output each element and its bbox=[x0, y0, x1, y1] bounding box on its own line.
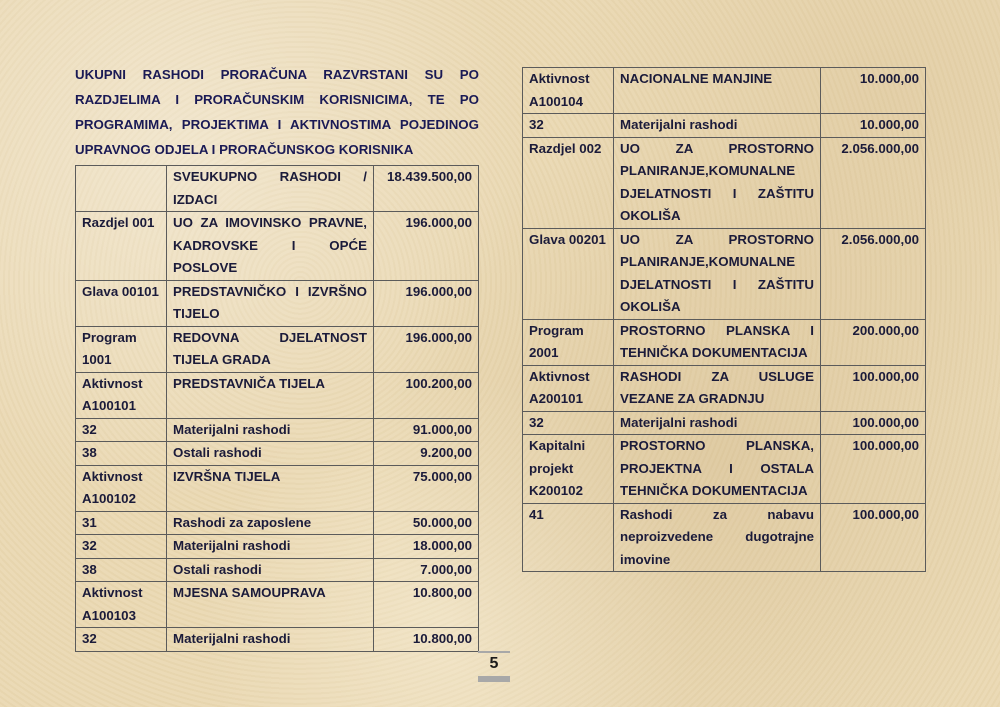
description-cell: IZVRŠNA TIJELA bbox=[167, 465, 374, 511]
code-cell: 32 bbox=[76, 418, 167, 442]
table-row bbox=[76, 326, 479, 372]
code-cell: Aktivnost A200101 bbox=[523, 365, 614, 411]
amount-cell: 10.000,00 bbox=[821, 68, 926, 114]
description-cell: UO ZA PROSTORNO PLANIRANJE,KOMUNALNE DJELATNOSTI I ZAŠTITU OKOLIŠA bbox=[614, 228, 821, 319]
code-cell: Program 2001 bbox=[523, 319, 614, 365]
amount-cell: 75.000,00 bbox=[374, 465, 479, 511]
amount-cell: 100.200,00 bbox=[374, 372, 479, 418]
description-cell: Ostali rashodi bbox=[167, 558, 374, 582]
code-cell: 32 bbox=[523, 114, 614, 138]
code-cell: Program 1001 bbox=[76, 326, 167, 372]
code-cell: Razdjel 002 bbox=[523, 137, 614, 228]
description-cell: MJESNA SAMOUPRAVA bbox=[167, 582, 374, 628]
table-row bbox=[76, 212, 479, 281]
code-cell: 31 bbox=[76, 511, 167, 535]
amount-cell: 100.000,00 bbox=[821, 435, 926, 504]
table-row bbox=[76, 418, 479, 442]
table-row bbox=[523, 137, 926, 228]
code-cell: Aktivnost A100103 bbox=[76, 582, 167, 628]
amount-cell: 10.800,00 bbox=[374, 582, 479, 628]
table-row bbox=[76, 166, 479, 212]
table-row bbox=[76, 628, 479, 652]
table-row bbox=[76, 582, 479, 628]
amount-cell: 10.800,00 bbox=[374, 628, 479, 652]
table-row bbox=[523, 435, 926, 504]
code-cell: Aktivnost A100102 bbox=[76, 465, 167, 511]
table-row bbox=[523, 114, 926, 138]
table-row bbox=[76, 372, 479, 418]
table-row bbox=[76, 280, 479, 326]
description-cell: PROSTORNO PLANSKA I TEHNIČKA DOKUMENTACIJA bbox=[614, 319, 821, 365]
amount-cell: 2.056.000,00 bbox=[821, 228, 926, 319]
table-row bbox=[76, 558, 479, 582]
code-cell bbox=[76, 166, 167, 212]
code-cell: Glava 00101 bbox=[76, 280, 167, 326]
description-cell: Materijalni rashodi bbox=[614, 411, 821, 435]
table-row bbox=[523, 365, 926, 411]
table-row bbox=[76, 511, 479, 535]
description-cell: Ostali rashodi bbox=[167, 442, 374, 466]
amount-cell: 91.000,00 bbox=[374, 418, 479, 442]
amount-cell: 18.439.500,00 bbox=[374, 166, 479, 212]
description-cell: NACIONALNE MANJINE bbox=[614, 68, 821, 114]
table-row bbox=[523, 319, 926, 365]
page-number bbox=[478, 651, 510, 682]
description-cell: Materijalni rashodi bbox=[167, 628, 374, 652]
description-cell: SVEUKUPNO RASHODI / IZDACI bbox=[167, 166, 374, 212]
description-cell: PROSTORNO PLANSKA, PROJEKTNA I OSTALA TEHNIČKA DOKUMENTACIJA bbox=[614, 435, 821, 504]
page-number-rule-bottom bbox=[478, 676, 510, 682]
amount-cell: 2.056.000,00 bbox=[821, 137, 926, 228]
amount-cell: 100.000,00 bbox=[821, 365, 926, 411]
description-cell: Rashodi za nabavu neproizvedene dugotrajne imovine bbox=[614, 503, 821, 572]
table-row bbox=[76, 465, 479, 511]
code-cell: 38 bbox=[76, 442, 167, 466]
amount-cell: 100.000,00 bbox=[821, 411, 926, 435]
table-row bbox=[76, 535, 479, 559]
table-row bbox=[523, 68, 926, 114]
page-number-rule-top bbox=[478, 651, 510, 653]
description-cell: UO ZA PROSTORNO PLANIRANJE,KOMUNALNE DJELATNOSTI I ZAŠTITU OKOLIŠA bbox=[614, 137, 821, 228]
page-heading: UKUPNI RASHODI PRORAČUNA RAZVRSTANI SU PO RAZDJELIMA I PRORAČUNSKIM KORISNICIMA, TE PO PROGRAMIMA, PROJEKTIMA I AKTIVNOSTIMA POJEDINOG UPRAVNOG ODJELA I PRORAČUNSKOG KORISNIKA bbox=[75, 67, 479, 157]
page-number-label: 5 bbox=[489, 655, 499, 672]
amount-cell: 50.000,00 bbox=[374, 511, 479, 535]
code-cell: 32 bbox=[76, 535, 167, 559]
budget-table-right bbox=[522, 67, 926, 572]
description-cell: UO ZA IMOVINSKO PRAVNE, KADROVSKE I OPĆE POSLOVE bbox=[167, 212, 374, 281]
table-row bbox=[523, 503, 926, 572]
code-cell: Aktivnost A100104 bbox=[523, 68, 614, 114]
amount-cell: 7.000,00 bbox=[374, 558, 479, 582]
description-cell: REDOVNA DJELATNOST TIJELA GRADA bbox=[167, 326, 374, 372]
table-row bbox=[76, 442, 479, 466]
description-cell: Materijalni rashodi bbox=[167, 535, 374, 559]
code-cell: 38 bbox=[76, 558, 167, 582]
description-cell: PREDSTAVNIČKO I IZVRŠNO TIJELO bbox=[167, 280, 374, 326]
code-cell: Kapitalni projekt K200102 bbox=[523, 435, 614, 504]
code-cell: 41 bbox=[523, 503, 614, 572]
description-cell: Rashodi za zaposlene bbox=[167, 511, 374, 535]
table-row bbox=[523, 228, 926, 319]
table-row bbox=[523, 411, 926, 435]
code-cell: Razdjel 001 bbox=[76, 212, 167, 281]
description-cell: PREDSTAVNIČA TIJELA bbox=[167, 372, 374, 418]
amount-cell: 10.000,00 bbox=[821, 114, 926, 138]
amount-cell: 100.000,00 bbox=[821, 503, 926, 572]
amount-cell: 196.000,00 bbox=[374, 212, 479, 281]
code-cell: 32 bbox=[523, 411, 614, 435]
description-cell: RASHODI ZA USLUGE VEZANE ZA GRADNJU bbox=[614, 365, 821, 411]
amount-cell: 9.200,00 bbox=[374, 442, 479, 466]
amount-cell: 196.000,00 bbox=[374, 326, 479, 372]
amount-cell: 200.000,00 bbox=[821, 319, 926, 365]
amount-cell: 18.000,00 bbox=[374, 535, 479, 559]
budget-table-left bbox=[75, 165, 479, 652]
code-cell: Glava 00201 bbox=[523, 228, 614, 319]
description-cell: Materijalni rashodi bbox=[167, 418, 374, 442]
code-cell: Aktivnost A100101 bbox=[76, 372, 167, 418]
description-cell: Materijalni rashodi bbox=[614, 114, 821, 138]
code-cell: 32 bbox=[76, 628, 167, 652]
amount-cell: 196.000,00 bbox=[374, 280, 479, 326]
